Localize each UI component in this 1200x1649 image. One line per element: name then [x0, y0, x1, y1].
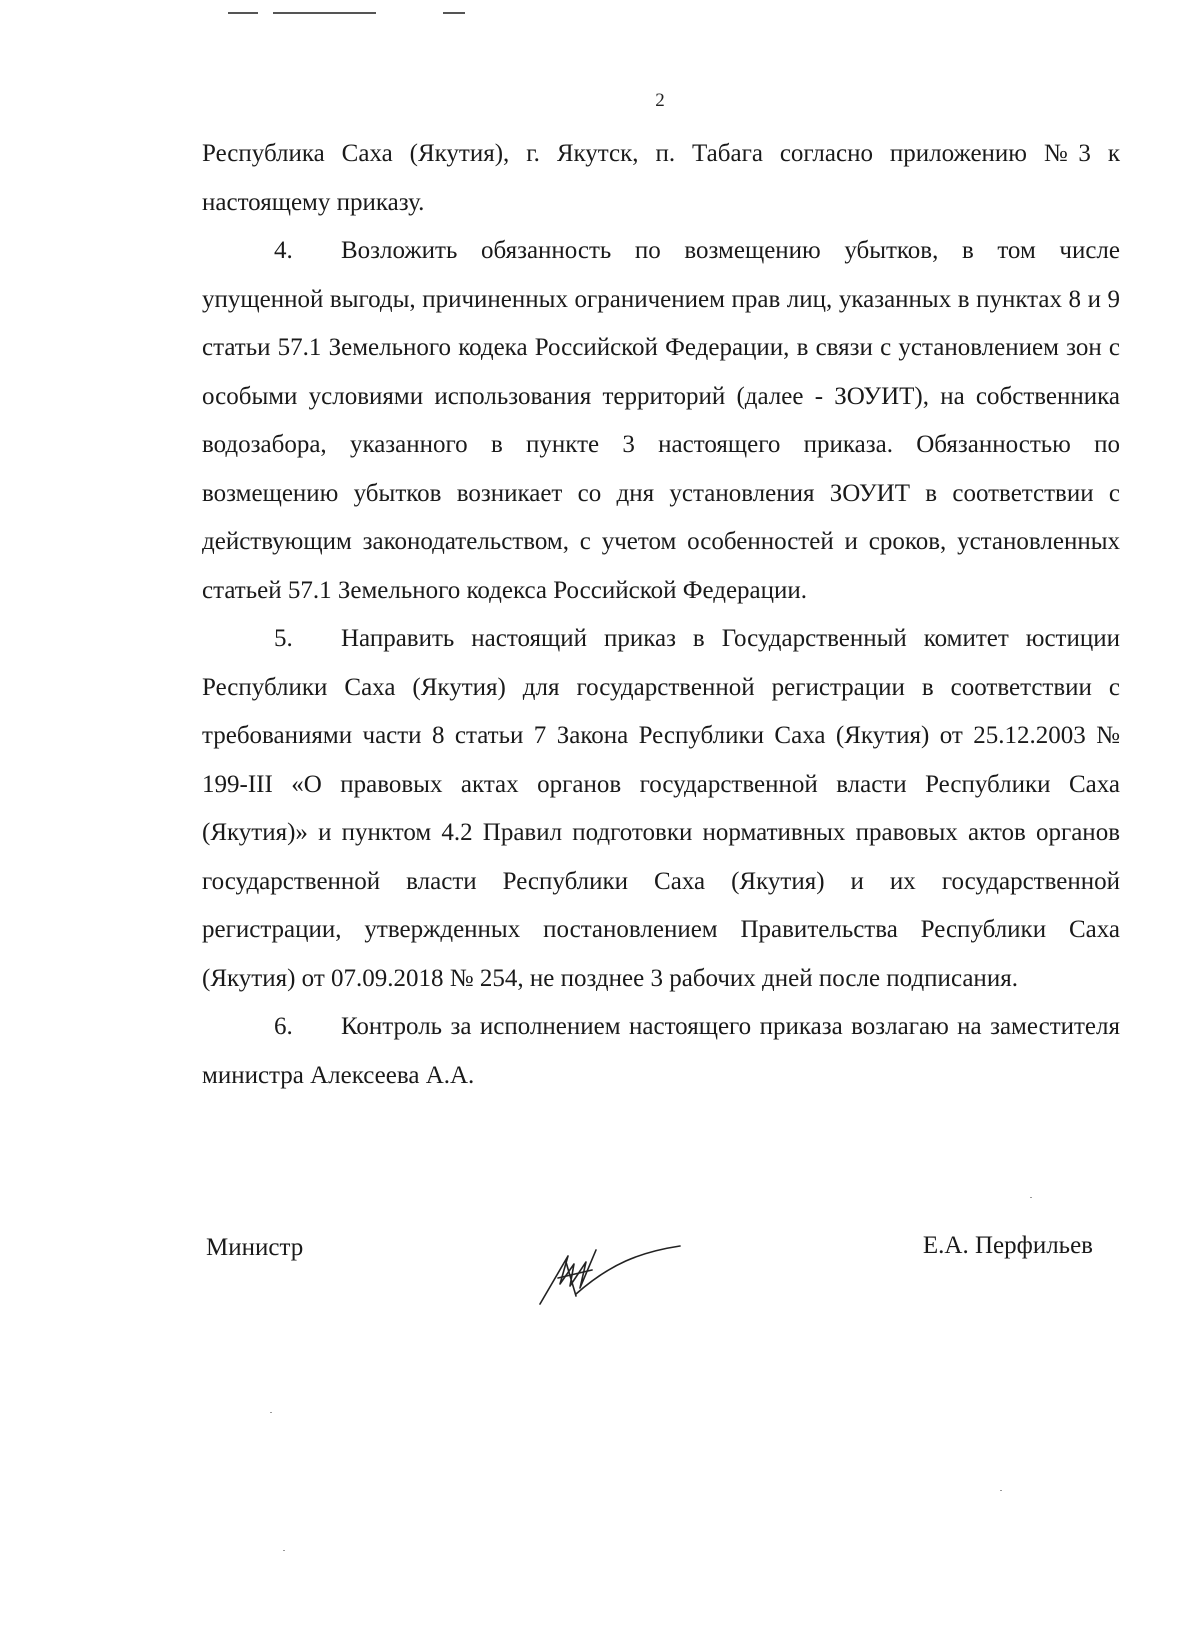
- scan-speck: [1030, 1197, 1032, 1198]
- page-number: 2: [655, 90, 665, 111]
- paragraph-6-text: Контроль за исполнением настоящего приказа возлагаю на заместителя министра Алексеева А.А.: [202, 1013, 1120, 1089]
- scan-artifact-marks: [228, 8, 508, 16]
- signatory-position: Министр: [206, 1234, 304, 1261]
- document-body: [202, 130, 1120, 1100]
- paragraph-4-number: 4.: [274, 237, 293, 264]
- scan-speck: [270, 1412, 272, 1413]
- signatory-name: Е.А. Перфильев: [922, 1232, 1093, 1259]
- paragraph-4-text: Возложить обязанность по возмещению убытков, в том числе упущенной выгоды, причиненных ограничением прав лиц, указанных в пунктах 8 и 9 статьи 57.1 Земельного кодека Российской Федерации, в связи с установлением зон с особыми условиями использования территорий (далее - ЗОУИТ), на собственника водозабора, указанного в пункте 3 настоящего приказа. Обязанностью по возмещению убытков возникает со дня установления ЗОУИТ в соответствии с действующим законодательством, с учетом особенностей и сроков, установленных статьей 57.1 Земельного кодекса Российской Федерации.: [202, 237, 1120, 604]
- paragraph-3-continuation: Республика Саха (Якутия), г. Якутск, п. Табага согласно приложению №3 к настоящему приказу.: [202, 140, 1120, 216]
- scan-speck: [1000, 1490, 1002, 1491]
- paragraph-6-number: 6.: [274, 1013, 293, 1040]
- paragraph-4: [202, 227, 1120, 615]
- paragraph-6: [202, 1003, 1120, 1100]
- paragraph-5: [202, 615, 1120, 1003]
- paragraph-5-text: Направить настоящий приказ в Государственный комитет юстиции Республики Саха (Якутия) для государственной регистрации в соответствии с требованиями части 8 статьи 7 Закона Республики Саха (Якутия) от 25.12.2003 № 199-III «О правовых актах органов государственной власти Республики Саха (Якутия)» и пунктом 4.2 Правил подготовки нормативных правовых актов органов государственной власти Республики Саха (Якутия) и их государственной регистрации, утвержденных постановлением Правительства Республики Саха (Якутия) от 07.09.2018 № 254, не позднее 3 рабочих дней после подписания.: [202, 625, 1120, 992]
- paragraph-5-number: 5.: [274, 625, 293, 652]
- handwritten-signature: [530, 1234, 690, 1314]
- scan-speck: [283, 1550, 285, 1551]
